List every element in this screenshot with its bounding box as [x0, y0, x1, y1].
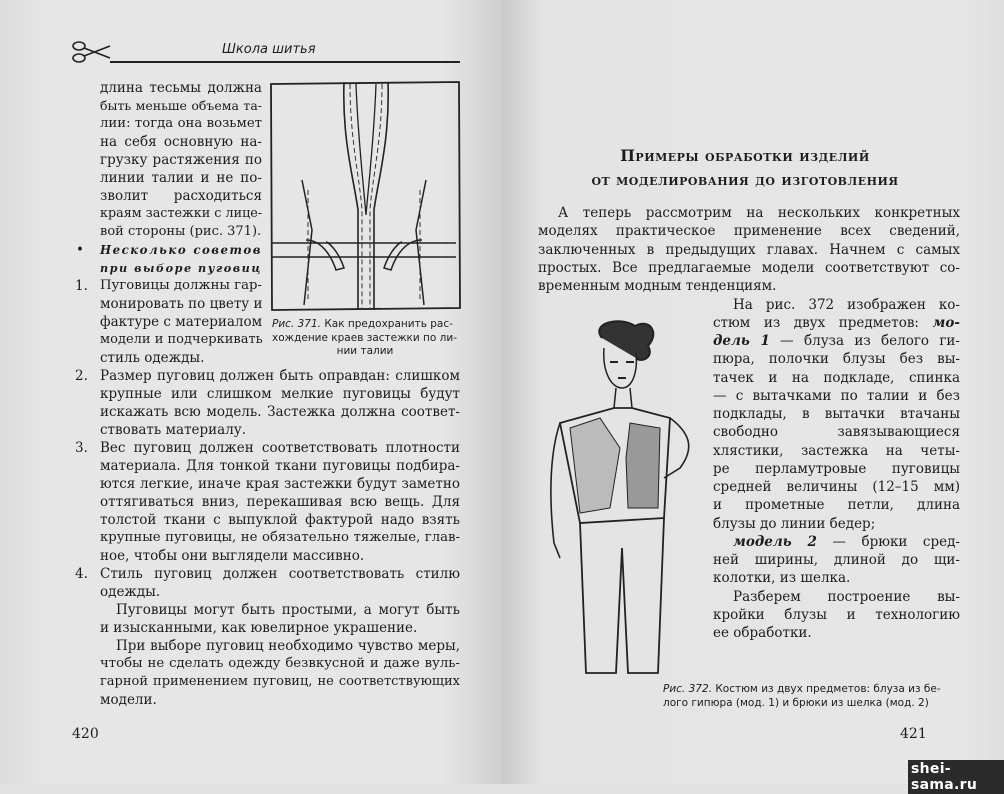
text-line: линии талии и не по-	[100, 170, 262, 186]
text-line: крупные или слишком мелкие пуговицы будут	[100, 386, 460, 402]
figure-label: Рис. 372.	[663, 683, 712, 695]
text-line: одежды.	[100, 584, 161, 600]
figure-371-drawing	[266, 80, 462, 314]
text-line	[713, 442, 960, 460]
text-line: Пуговицы должны гар-	[100, 278, 262, 293]
text-line: лии: тогда она возьмет	[100, 116, 262, 131]
figure-label: Рис. 371.	[272, 318, 321, 330]
text-line: оттягиваться вниз, перекашивая всю вещь. Для	[100, 494, 460, 510]
text-line	[713, 606, 960, 624]
text-line	[713, 332, 960, 350]
text-line	[713, 551, 960, 569]
caption-line: лого гипюра (мод. 1) и брюки из шелка (мод. 2)	[663, 696, 929, 709]
text-line: модели и подчеркивать	[100, 332, 263, 347]
running-header-title: Школа шитья	[222, 42, 316, 57]
text-line	[713, 569, 960, 587]
text-segment: ней ширины, длиной до щи-	[713, 552, 960, 568]
text-segment: ее обработки.	[713, 625, 812, 641]
text-line	[713, 369, 960, 387]
list-marker: •	[76, 242, 84, 258]
list-marker: 1.	[75, 278, 88, 294]
page-number: 421	[900, 726, 927, 742]
text-line: фактуре с материалом	[100, 314, 263, 330]
text-segment: блузы до линии бедер;	[713, 515, 876, 532]
text-line: Размер пуговиц должен быть оправдан: слишком	[100, 368, 460, 384]
text-line: материала. Для тонкой ткани пуговицы подбира-	[100, 458, 460, 474]
text-line	[713, 350, 960, 368]
text-line: Вес пуговиц должен соответствовать плотности	[100, 440, 460, 456]
text-line: ное, чтобы они выглядели массивно.	[100, 548, 365, 564]
text-line: крупные пуговицы, не обязательно тяжелые, глав-	[100, 530, 460, 545]
emphasis-text: мо-	[932, 314, 960, 331]
chapter-title-line: Примеры обработки изделий	[620, 146, 870, 165]
text-segment: хлястики, застежка на четы-	[713, 442, 960, 459]
text-line	[713, 460, 960, 478]
text-line: грузку растяжения по	[100, 152, 262, 168]
text-line: При выборе пуговиц необходимо чувство меры,	[116, 638, 460, 654]
text-line	[713, 496, 960, 514]
text-line: А теперь рассмотрим на нескольких конкретных	[558, 205, 960, 221]
text-segment: кройки блузы и технологию	[713, 606, 960, 623]
list-marker: 2.	[75, 368, 88, 384]
text-line: искажать всю модель. Застежка должна соответ-	[100, 404, 460, 420]
list-marker: 3.	[75, 440, 88, 456]
text-segment: ре перламутровые пуговицы	[713, 460, 960, 477]
text-line	[713, 624, 960, 642]
chapter-title-line: от моделирования до изготовления	[591, 170, 899, 189]
text-line	[713, 405, 960, 423]
text-line: зволит расходиться	[100, 188, 262, 204]
text-segment: средней величины (12–15 мм)	[713, 479, 960, 495]
text-segment: и прометные петли, длина	[713, 497, 960, 514]
left-page	[0, 0, 502, 784]
text-segment: — с вытачками по талии и без	[713, 387, 960, 404]
text-segment: На рис. 372 изображен ко-	[733, 296, 960, 313]
emphasis-text: модель 2	[733, 533, 817, 550]
text-line: вой стороны (рис. 371).	[100, 224, 262, 239]
figure-371-caption	[272, 318, 458, 359]
caption-line: Костюм из двух предметов: блуза из бе-	[715, 683, 941, 695]
text-segment: стюм из двух предметов:	[713, 314, 933, 331]
scissors-icon	[70, 40, 112, 64]
text-line: модели.	[100, 692, 157, 708]
text-segment: — брюки сред-	[816, 533, 960, 550]
text-line: при выборе пуговиц	[100, 261, 262, 275]
text-line: на себя основную на-	[100, 134, 262, 150]
text-segment: — блуза из белого ги-	[769, 333, 960, 349]
text-line: стиль одежды.	[100, 350, 205, 366]
text-line: монировать по цвету и	[100, 296, 263, 312]
text-segment: пюра, полочки блузы без вы-	[713, 351, 960, 368]
text-line: гарной применением пуговиц, не соответствующих	[100, 674, 460, 689]
text-line	[713, 387, 960, 405]
caption-line: Как предохранить рас-	[324, 318, 453, 330]
text-line: ствовать материалу.	[100, 422, 247, 438]
header-rule	[110, 61, 460, 63]
text-line	[733, 533, 960, 551]
text-line	[733, 588, 960, 606]
list-marker: 4.	[75, 566, 88, 582]
text-line: временным модным тенденциям.	[538, 278, 777, 295]
text-segment: свободно завязывающиеся	[713, 424, 960, 441]
text-line: толстой ткани с выпуклой фактурой надо взять	[100, 512, 460, 528]
text-line: Пуговицы могут быть простыми, а могут быть	[116, 602, 460, 618]
text-line	[733, 296, 960, 314]
text-line: заключенных в предыдущих главах. Начнем с самых	[538, 241, 960, 258]
text-line: простых. Все предлагаемые модели соответствуют со-	[538, 259, 960, 276]
text-segment: Разберем построение вы-	[733, 588, 960, 605]
text-line: чтобы не сделать одежду безвкусной и даже вуль-	[100, 656, 460, 671]
text-segment: тачек и на подкладе, спинка	[713, 369, 960, 386]
text-segment: подклады, в вытачки втачаны	[713, 406, 960, 422]
text-line	[713, 314, 960, 332]
page-number: 420	[72, 726, 99, 742]
text-line: моделях практическое применение всех сведений,	[538, 223, 960, 240]
figure-372-caption	[663, 683, 941, 710]
caption-line: хождение краев застежки по ли-	[272, 331, 458, 344]
emphasis-text: дель 1	[713, 333, 770, 349]
text-line	[713, 478, 960, 496]
text-line: и изысканными, как ювелирное украшение.	[100, 620, 418, 636]
figure-372-drawing	[540, 318, 710, 680]
text-line: длина тесьмы должна	[100, 80, 262, 96]
text-line	[713, 515, 960, 533]
text-line: быть меньше объема та-	[100, 98, 262, 113]
text-line: ются легкие, иначе края застежки будут заметно	[100, 476, 460, 492]
text-segment: колотки, из шелка.	[713, 570, 851, 587]
text-line	[713, 423, 960, 441]
text-line: Стиль пуговиц должен соответствовать стилю	[100, 566, 460, 582]
caption-line: нии талии	[336, 345, 394, 357]
watermark-logo: shei-sama.ru	[908, 760, 1004, 794]
text-line: краям застежки с лице-	[100, 206, 263, 221]
text-line: Несколько советов	[100, 243, 262, 257]
